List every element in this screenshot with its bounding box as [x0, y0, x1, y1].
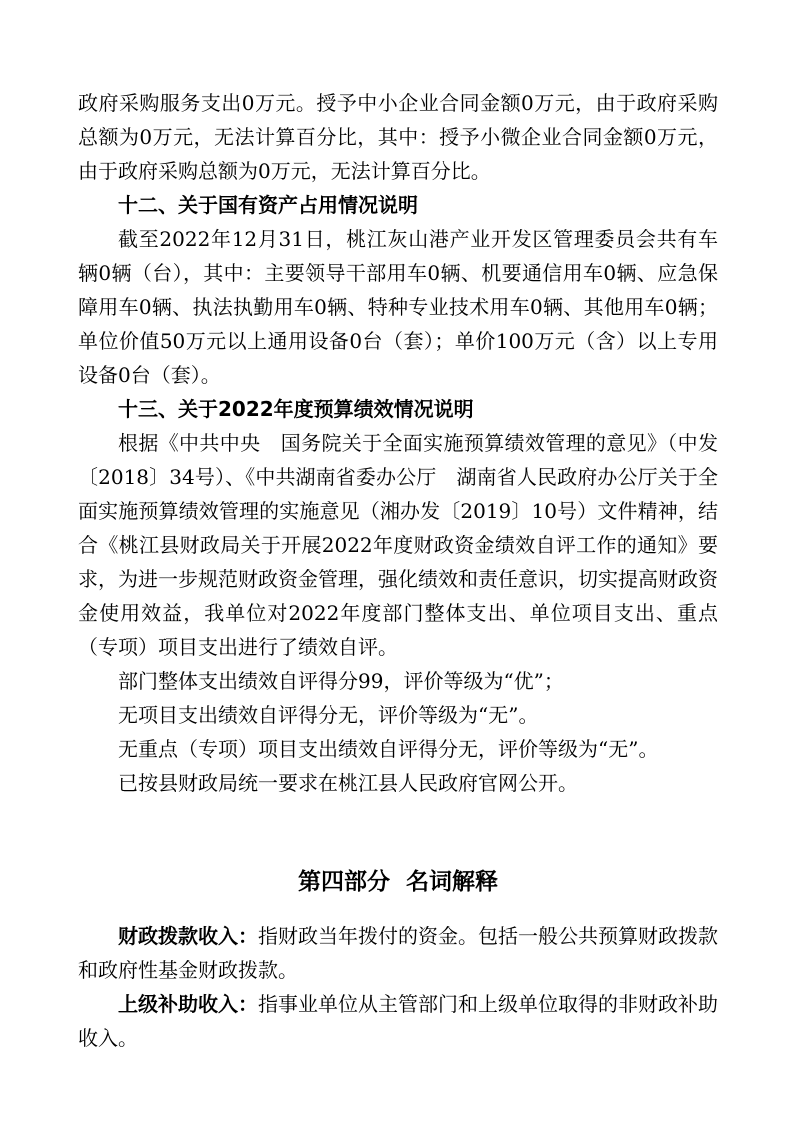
disclosure-paragraph: 已按县财政局统一要求在桃江县人民政府官网公开。 — [118, 771, 578, 795]
overall-score-paragraph: 部门整体支出绩效自评得分99，评价等级为“优”； — [118, 669, 564, 693]
document-page — [78, 86, 718, 1055]
term-definition-fiscal-appropriation — [78, 919, 718, 987]
part-4-title: 第四部分 名词解释 — [297, 869, 498, 895]
section-12-heading: 十二、关于国有资产占用情况说明 — [118, 193, 418, 217]
performance-paragraph: 根据《中共中央 国务院关于全面实施预算绩效管理的意见》（中发〔2018〕34号）、《中共湖南省委办公厅 湖南省人民政府办公厅关于全面实施预算绩效管理的实施意见（湘办发〔2019〕10号）文件精神，结合《桃江县财政局关于开展2022年度财政资金绩效自评工作的通知》要求，为进一步规范财政资金管理，强化绩效和责任意识，切实提高财政资金使用效益，我单位对2022年度部门整体支出、单位项目支出、重点（专项）项目支出进行了绩效自评。 — [78, 431, 718, 659]
section-13-heading: 十三、关于2022年度预算绩效情况说明 — [118, 397, 474, 421]
term-definition: 指财政当年拨付的资金。包括一般公共预算财政拨款和政府性基金财政拨款。 — [78, 924, 718, 982]
project-score-paragraph: 无项目支出绩效自评得分无，评价等级为“无”。 — [118, 703, 539, 727]
term-definition-superior-subsidy — [78, 987, 718, 1055]
assets-paragraph: 截至2022年12月31日，桃江灰山港产业开发区管理委员会共有车辆0辆（台），其中：主要领导干部用车0辆、机要通信用车0辆、应急保障用车0辆、执法执勤用车0辆、特种专业技术用车0辆、其他用车0辆；单位价值50万元以上通用设备0台（套）；单价100万元（含）以上专用设备0台（套）。 — [78, 227, 718, 387]
key-project-score-paragraph: 无重点（专项）项目支出绩效自评得分无，评价等级为“无”。 — [118, 737, 659, 761]
term-definition: 指事业单位从主管部门和上级单位取得的非财政补助收入。 — [78, 992, 718, 1050]
term-label: 财政拨款收入： — [118, 924, 258, 948]
procurement-paragraph: 政府采购服务支出0万元。授予中小企业合同金额0万元，由于政府采购总额为0万元，无法计算百分比，其中：授予小微企业合同金额0万元，由于政府采购总额为0万元，无法计算百分比。 — [78, 91, 718, 183]
term-label: 上级补助收入： — [118, 992, 258, 1016]
